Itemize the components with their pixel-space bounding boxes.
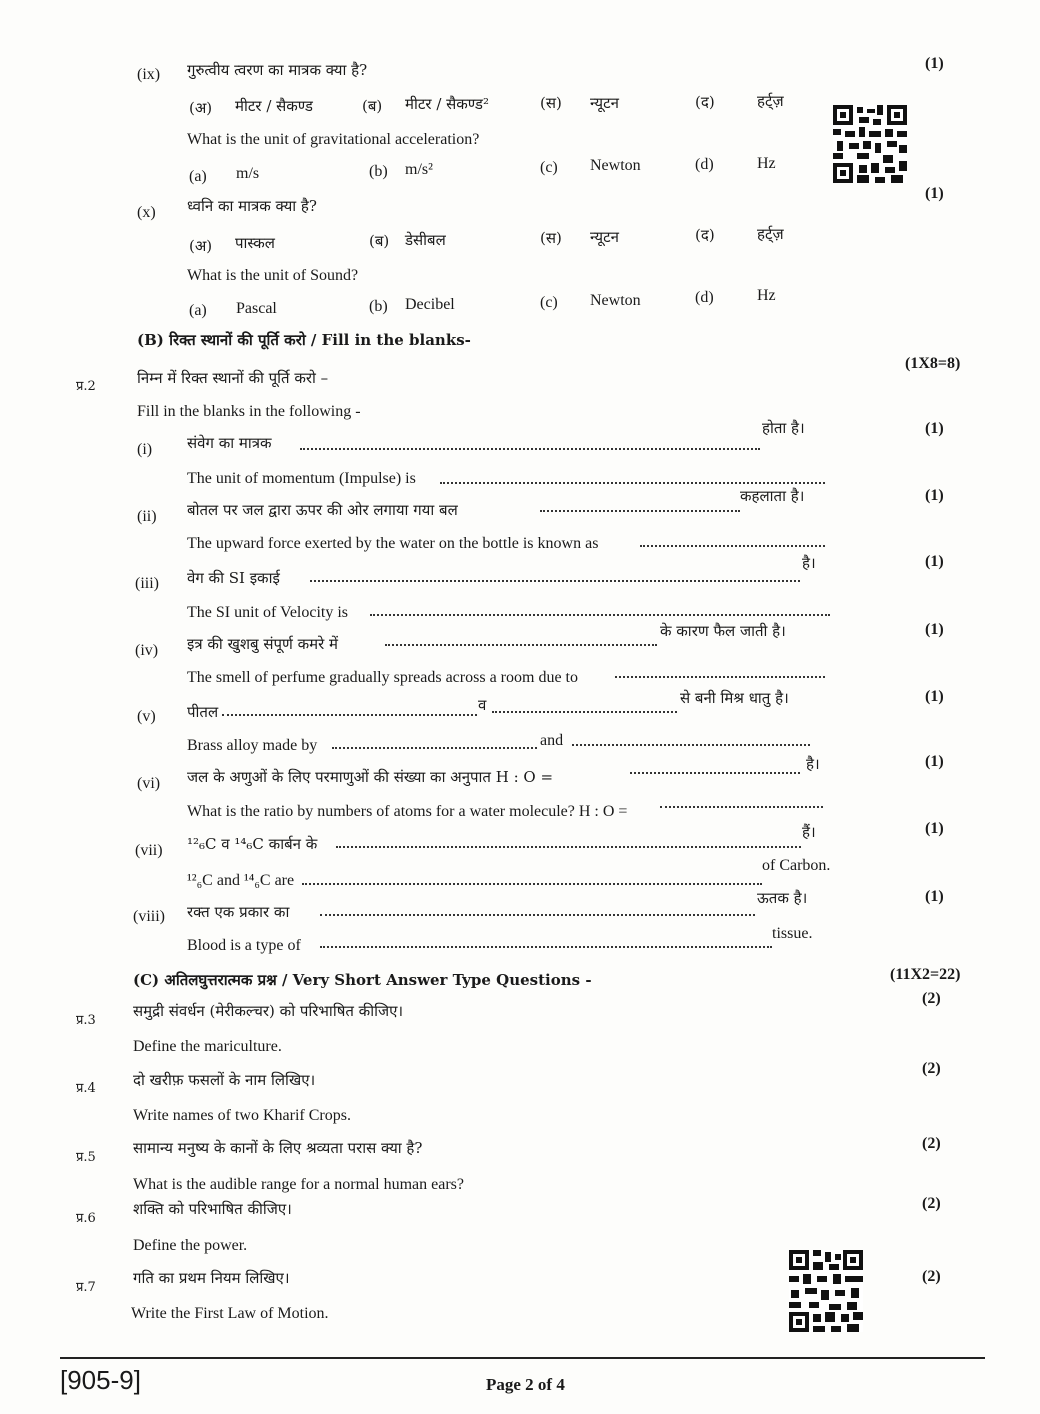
- question-hindi: शक्ति को परिभाषित कीजिए।: [133, 1200, 292, 1218]
- opt-hi-c-label: (स): [540, 229, 562, 247]
- blank-item-number: (viii): [133, 908, 165, 925]
- q1-ix-hindi-question: गुरुत्वीय त्वरण का मात्रक क्या है?: [187, 61, 368, 79]
- blank-line: [630, 772, 800, 774]
- opt-en-b-text: Decibel: [405, 296, 455, 313]
- qr-code-bottom: [789, 1250, 863, 1332]
- page-number: Page 2 of 4: [486, 1375, 565, 1394]
- opt-hi-b-text: मीटर / सैकण्ड²: [405, 95, 489, 113]
- blank-item-number: (vii): [135, 842, 163, 859]
- section-c-heading: (C) अतिलघुत्तरात्मक प्रश्न / Very Short Answer Type Questions -: [133, 971, 592, 989]
- marks: (1): [925, 820, 944, 837]
- blank-item-number: (v): [137, 708, 156, 725]
- opt-en-a-label: (a): [189, 302, 207, 319]
- opt-en-a-text: m/s: [236, 165, 260, 182]
- blank-item-number: (ii): [137, 508, 157, 525]
- blank-item-english: The SI unit of Velocity is: [187, 604, 349, 621]
- q1-x-hindi-question: ध्वनि का मात्रक क्या है?: [187, 197, 317, 215]
- blank-item-hindi-end: होता है।: [762, 419, 805, 437]
- marks: (1): [925, 888, 944, 905]
- marks: (1): [925, 420, 944, 437]
- blank-line: [640, 545, 825, 547]
- q1-x-number: (x): [137, 204, 156, 221]
- blank-item-hindi: इत्र की खुशबु संपूर्ण कमरे में: [187, 635, 339, 653]
- opt-hi-a-text: पास्कल: [235, 234, 275, 252]
- blank-line: [332, 747, 537, 749]
- blank-line: [300, 448, 760, 450]
- opt-en-c-label: (c): [540, 294, 558, 311]
- blank-item-hindi-end: के कारण फैल जाती है।: [660, 622, 786, 640]
- blank-line: [492, 711, 677, 713]
- question-english: Write names of two Kharif Crops.: [133, 1107, 351, 1124]
- blank-line: [320, 946, 772, 948]
- marks-q1-x: (1): [925, 185, 944, 202]
- qr-code-top: [833, 105, 907, 183]
- blank-item-number: (i): [137, 441, 153, 458]
- opt-en-c-label: (c): [540, 159, 558, 176]
- blank-item-number: (vi): [137, 775, 161, 792]
- blank-item-hindi: बोतल पर जल द्वारा ऊपर की ओर लगाया गया बल: [187, 501, 458, 519]
- section-b-heading: (B) रिक्त स्थानों की पूर्ति करो / Fill in the blanks-: [137, 331, 471, 349]
- marks: (2): [922, 1135, 941, 1152]
- opt-hi-c-label: (स): [540, 94, 562, 112]
- q1-ix-number: (ix): [137, 66, 161, 83]
- opt-hi-c-text: न्यूटन: [590, 94, 620, 112]
- blank-item-english: Blood is a type of: [187, 937, 301, 954]
- question-hindi: सामान्य मनुष्य के कानों के लिए श्रव्यता परास क्या है?: [133, 1139, 423, 1157]
- question-number: प्र.3: [76, 1013, 96, 1028]
- opt-en-d-text: Hz: [757, 155, 776, 172]
- question-english: Define the power.: [133, 1237, 248, 1254]
- blank-item-english: Brass alloy made by: [187, 737, 318, 754]
- marks-q1-ix: (1): [925, 55, 944, 72]
- blank-item-hindi-end: हैं।: [802, 823, 816, 841]
- opt-en-d-label: (d): [695, 156, 714, 173]
- marks: (2): [922, 1060, 941, 1077]
- blank-item-english: The unit of momentum (Impulse) is: [187, 470, 416, 487]
- blank-item-hindi-end: है।: [806, 755, 820, 773]
- footer-divider: [60, 1357, 985, 1359]
- marks: (2): [922, 1195, 941, 1212]
- question-english: Define the mariculture.: [133, 1038, 282, 1055]
- marks: (1): [925, 753, 944, 770]
- blank-line: [370, 614, 830, 616]
- q1-ix-english-question: What is the unit of gravitational acceleration?: [187, 131, 480, 148]
- blank-item-english-mid: and: [540, 732, 564, 749]
- blank-item-hindi: जल के अणुओं के लिए परमाणुओं की संख्या का अनुपात H : O =: [187, 768, 554, 786]
- section-b-total-marks: (1X8=8): [905, 355, 961, 372]
- marks: (1): [925, 553, 944, 570]
- opt-en-a-label: (a): [189, 168, 207, 185]
- opt-en-d-label: (d): [695, 289, 714, 306]
- opt-hi-d-label: (द): [695, 93, 715, 111]
- opt-hi-b-text: डेसीबल: [405, 231, 446, 249]
- blank-item-english-end: of Carbon.: [762, 857, 831, 874]
- opt-hi-a-text: मीटर / सैकण्ड: [235, 97, 313, 115]
- question-hindi: दो खरीफ़ फसलों के नाम लिखिए।: [133, 1071, 316, 1089]
- opt-en-a-text: Pascal: [236, 300, 277, 317]
- question-number: प्र.7: [76, 1280, 96, 1295]
- blank-line: [302, 883, 762, 885]
- section-c-total-marks: (11X2=22): [890, 966, 961, 983]
- blank-line: [310, 580, 800, 582]
- blank-item-hindi: संवेग का मात्रक: [187, 434, 272, 452]
- opt-en-c-text: Newton: [590, 292, 641, 309]
- question-number: प्र.5: [76, 1150, 96, 1165]
- blank-item-hindi-end: कहलाता है।: [740, 487, 805, 505]
- blank-item-english: The smell of perfume gradually spreads across a room due to: [187, 669, 578, 686]
- opt-hi-d-text: हर्ट्ज़: [757, 225, 784, 243]
- blank-line: [336, 846, 801, 848]
- blank-item-hindi: ¹²₆C व ¹⁴₆C कार्बन के: [187, 835, 318, 853]
- opt-hi-a-label: (अ): [189, 237, 213, 255]
- blank-item-hindi: पीतल: [187, 703, 219, 721]
- marks: (1): [925, 621, 944, 638]
- marks: (1): [925, 487, 944, 504]
- blank-item-english: What is the ratio by numbers of atoms for a water molecule? H : O =: [187, 803, 628, 820]
- blank-item-english: ¹²₆C and ¹⁴₆C are: [187, 872, 295, 889]
- section-b-english-instruction: Fill in the blanks in the following -: [137, 403, 361, 420]
- blank-item-hindi: रक्त एक प्रकार का: [187, 903, 290, 921]
- blank-line: [660, 806, 823, 808]
- question-number: प्र.6: [76, 1211, 96, 1226]
- opt-hi-d-label: (द): [695, 226, 715, 244]
- question-hindi: समुद्री संवर्धन (मेरीकल्चर) को परिभाषित कीजिए।: [133, 1002, 404, 1020]
- blank-item-number: (iii): [135, 575, 159, 592]
- blank-line: [440, 482, 825, 484]
- blank-item-english: The upward force exerted by the water on the bottle is known as: [187, 535, 599, 552]
- marks: (2): [922, 990, 941, 1007]
- opt-hi-d-text: हर्ट्ज़: [757, 92, 784, 110]
- marks: (1): [925, 688, 944, 705]
- question-hindi: गति का प्रथम नियम लिखिए।: [133, 1269, 290, 1287]
- blank-item-number: (iv): [135, 642, 159, 659]
- blank-item-hindi: वेग की SI इकाई: [187, 569, 280, 587]
- opt-hi-a-label: (अ): [189, 99, 213, 117]
- question-english: What is the audible range for a normal human ears?: [133, 1176, 464, 1193]
- blank-line: [222, 714, 477, 716]
- opt-hi-b-label: (ब): [362, 97, 383, 115]
- blank-line: [615, 676, 825, 678]
- blank-item-hindi-end: से बनी मिश्र धातु है।: [680, 689, 789, 707]
- blank-item-english-end: tissue.: [772, 925, 813, 942]
- blank-line: [540, 510, 740, 512]
- marks: (2): [922, 1268, 941, 1285]
- question-english: Write the First Law of Motion.: [131, 1305, 329, 1322]
- opt-en-c-text: Newton: [590, 157, 641, 174]
- question-number: प्र.2: [76, 379, 96, 394]
- blank-line: [320, 914, 755, 916]
- opt-hi-b-label: (ब): [369, 232, 390, 250]
- blank-line: [572, 744, 810, 746]
- paper-code: [905-9]: [60, 1365, 141, 1395]
- q1-x-english-question: What is the unit of Sound?: [187, 267, 359, 284]
- opt-hi-c-text: न्यूटन: [590, 228, 620, 246]
- blank-line: [385, 644, 657, 646]
- opt-en-b-label: (b): [369, 298, 388, 315]
- section-b-hindi-instruction: निम्न में रिक्त स्थानों की पूर्ति करो –: [137, 369, 329, 387]
- opt-en-b-text: m/s²: [405, 161, 433, 178]
- question-number: प्र.4: [76, 1081, 96, 1096]
- opt-en-b-label: (b): [369, 163, 388, 180]
- blank-item-hindi-mid: व: [478, 696, 487, 714]
- blank-item-hindi-end: है।: [802, 554, 816, 572]
- opt-en-d-text: Hz: [757, 287, 776, 304]
- blank-item-hindi-end: ऊतक है।: [757, 889, 808, 907]
